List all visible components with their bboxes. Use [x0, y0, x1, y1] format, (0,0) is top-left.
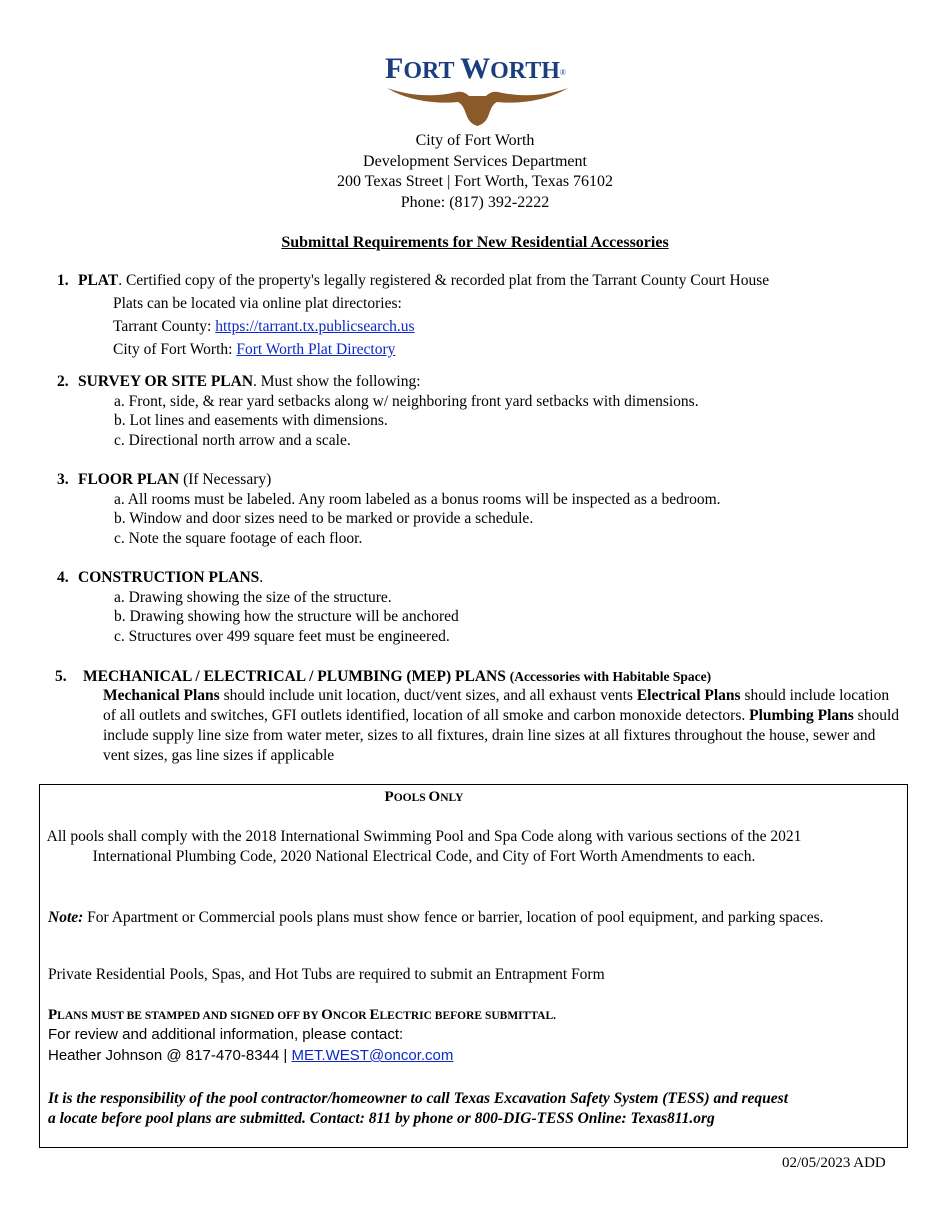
list-item: c. Directional north arrow and a scale.	[114, 432, 351, 449]
city-name: City of Fort Worth	[415, 132, 535, 149]
department-phone: Phone: (817) 392-2222	[400, 193, 550, 211]
fort-worth-logo	[385, 52, 570, 132]
list-item: b. Drawing showing how the structure will be anchored	[114, 608, 459, 625]
plat-line-2: Plats can be located via online plat directories:	[113, 295, 402, 312]
pools-review: For review and additional information, please contact:	[48, 1026, 404, 1043]
survey-heading: SURVEY OR SITE PLAN. Must show the following:	[78, 373, 421, 390]
pools-tess-notice: It is the responsibility of the pool contractor/homeowner to call Texas Excavation Safety System (TESS) and request a locate before pool plans are submitted. Contact: 811 by phone or 800-DIG-TESS Online: Texas811.org	[48, 1090, 789, 1127]
footer-date: 02/05/2023 ADD	[782, 1155, 886, 1171]
page-title: Submittal Requirements for New Residential Accessories	[281, 234, 669, 251]
department-name: Development Services Department	[363, 152, 587, 170]
list-item: b. Lot lines and easements with dimensions.	[114, 412, 388, 429]
longhorn-icon	[385, 82, 570, 132]
tarrant-search-link[interactable]: https://tarrant.tx.publicsearch.us	[215, 318, 415, 335]
plat-fort-worth: City of Fort Worth: Fort Worth Plat Directory	[113, 341, 396, 358]
list-item: c. Note the square footage of each floor.	[114, 530, 363, 547]
pools-intro: All pools shall comply with the 2018 International Swimming Pool and Spa Code along with various sections of the 2021 International Plumbing Code, 2020 National Electrical Code, and City of Fort Worth Amendments to each.	[46, 828, 802, 865]
department-address: 200 Texas Street | Fort Worth, Texas 76102	[336, 173, 614, 190]
pools-entrapment: Private Residential Pools, Spas, and Hot Tubs are required to submit an Entrapment Form	[48, 966, 605, 983]
section-number: 5.	[55, 668, 67, 685]
pools-only-box	[39, 784, 908, 1148]
department-header	[0, 131, 950, 213]
list-item: a. All rooms must be labeled. Any room labeled as a bonus rooms will be inspected as a bedroom.	[114, 491, 721, 508]
pools-heading: POOLS ONLY	[384, 789, 464, 805]
pools-stamp-requirement: PLANS MUST BE STAMPED AND SIGNED OFF BY ONCOR ELECTRIC BEFORE SUBMITTAL.	[48, 1007, 556, 1023]
mep-description: Mechanical Plans should include unit location, duct/vent sizes, and all exhaust vents Electrical Plans should include location of all outlets and switches, GFI outlets identified, location of all smoke and carbon monoxide detectors. Plumbing Plans should include supply line size from water meter, sizes to all fixtures, drain line sizes at all fixtures throughout the house, sewer and vent sizes, gas line sizes if applicable	[103, 687, 899, 764]
list-item: b. Window and door sizes need to be marked or provide a schedule.	[114, 510, 534, 527]
mep-heading: MECHANICAL / ELECTRICAL / PLUMBING (MEP) PLANS (Accessories with Habitable Space)	[83, 668, 712, 685]
fort-worth-plat-directory-link[interactable]: Fort Worth Plat Directory	[236, 341, 396, 358]
section-number: 3.	[57, 471, 69, 488]
list-item: a. Front, side, & rear yard setbacks along w/ neighboring front yard setbacks with dimensions.	[114, 393, 699, 410]
list-item: a. Drawing showing the size of the structure.	[114, 589, 392, 606]
section-number: 4.	[57, 569, 69, 586]
construction-heading: CONSTRUCTION PLANS.	[78, 569, 264, 586]
section-number: 2.	[57, 373, 69, 390]
pools-contact: Heather Johnson @ 817-470-8344 | MET.WEST@oncor.com	[48, 1047, 454, 1064]
plat-tarrant: Tarrant County: https://tarrant.tx.publicsearch.us	[113, 318, 415, 335]
section-number: 1.	[57, 272, 69, 289]
plat-line-1: PLAT. Certified copy of the property's legally registered & recorded plat from the Tarrant County Court House	[78, 272, 770, 289]
oncor-email-link[interactable]: MET.WEST@oncor.com	[291, 1047, 454, 1064]
floor-heading: FLOOR PLAN (If Necessary)	[78, 471, 272, 488]
logo-wordmark: FORT WORTH®	[385, 52, 566, 85]
list-item: c. Structures over 499 square feet must be engineered.	[114, 628, 450, 645]
pools-note: Note: For Apartment or Commercial pools plans must show fence or barrier, location of pool equipment, and parking spaces.	[48, 909, 824, 926]
